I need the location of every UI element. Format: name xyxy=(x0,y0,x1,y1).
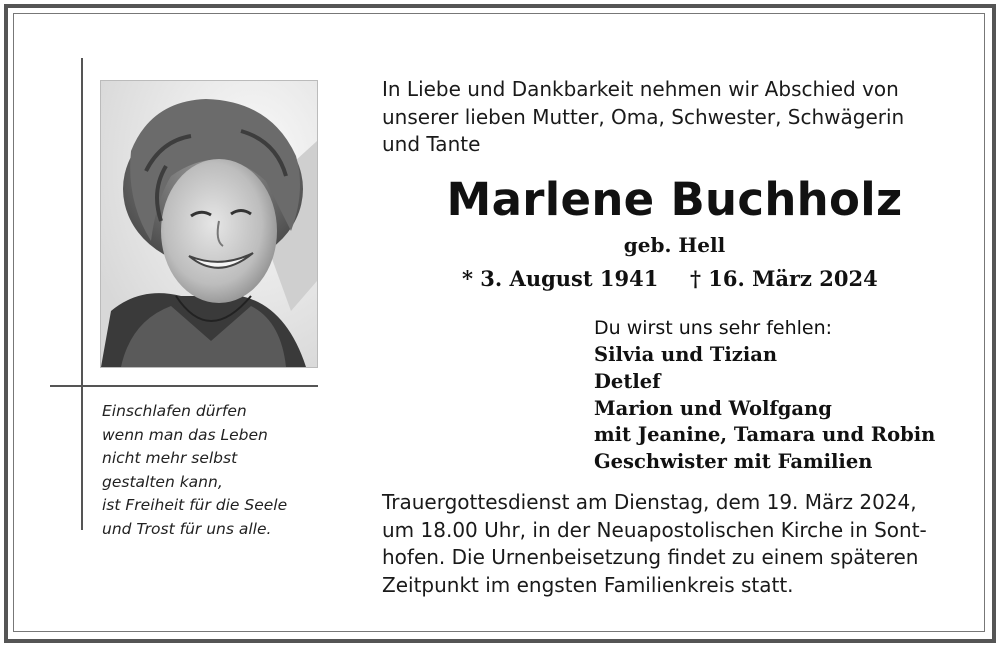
vertical-divider xyxy=(81,58,83,530)
family-member: Detlef xyxy=(594,369,661,393)
deceased-name: Marlene Buchholz xyxy=(446,173,903,226)
maiden-name: geb. Hell xyxy=(623,233,726,257)
family-lead: Du wirst uns sehr fehlen: xyxy=(594,317,833,339)
family-member: Geschwister mit Familien xyxy=(594,450,873,474)
quote-line: nicht mehr selbst xyxy=(102,449,238,468)
quote-text xyxy=(102,400,312,542)
intro-line: und Tante xyxy=(382,132,481,156)
service-line: Trauergottesdienst am Dienstag, dem 19. März 2024, xyxy=(382,490,917,514)
intro-line: unserer lieben Mutter, Oma, Schwester, Schwägerin xyxy=(382,104,905,129)
family-list xyxy=(594,315,964,476)
family-member: Silvia und Tizian xyxy=(594,343,778,366)
quote-line: wenn man das Leben xyxy=(102,425,268,444)
quote-line: Einschlafen dürfen xyxy=(102,402,247,420)
service-line: Zeitpunkt im engsten Familienkreis statt. xyxy=(382,572,794,597)
portrait-photo xyxy=(100,80,318,368)
quote-line: und Trost für uns alle. xyxy=(102,519,272,538)
service-line: um 18.00 Uhr, in der Neuapostolischen Kirche in Sont- xyxy=(382,517,927,542)
death-date: † 16. März 2024 xyxy=(690,266,878,291)
intro-line: In Liebe und Dankbarkeit nehmen wir Abschied von xyxy=(382,77,899,101)
birth-date: * 3. August 1941 xyxy=(462,266,659,291)
quote-line: gestalten kann, xyxy=(102,472,223,491)
intro-text xyxy=(382,76,962,159)
family-member: mit Jeanine, Tamara und Robin xyxy=(594,423,936,447)
service-line: hofen. Die Urnenbeisetzung findet zu einem späteren xyxy=(382,545,919,569)
quote-line: ist Freiheit für die Seele xyxy=(102,496,288,515)
family-member: Marion und Wolfgang xyxy=(594,396,832,420)
service-info xyxy=(382,489,962,599)
horizontal-divider xyxy=(50,385,318,387)
